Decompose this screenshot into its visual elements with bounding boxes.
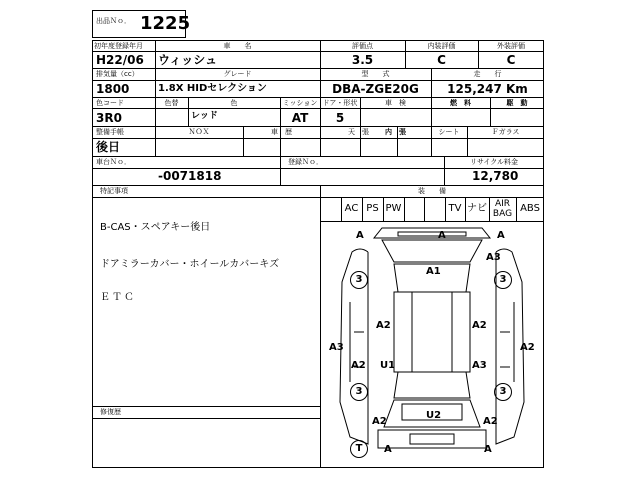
equip-abs: ABS — [520, 203, 540, 214]
tyre-mark-t: T — [350, 440, 368, 458]
doors-value: 5 — [335, 111, 345, 125]
mark-left-door: A2 — [376, 320, 391, 331]
displacement-value: 1800 — [96, 82, 130, 96]
remarks-label: 特記事項 — [100, 187, 128, 195]
doors-label: ドア・形状 — [322, 99, 358, 107]
equip-pw: PW — [385, 203, 402, 214]
grade-label: グレード — [223, 70, 252, 78]
score-label: 評価点 — [352, 42, 373, 50]
mark-right-side: A2 — [520, 342, 535, 353]
mileage-label: 走 行 — [473, 70, 502, 78]
car-name-value: ウィッシュ — [158, 53, 218, 67]
mark-bottom-left: A2 — [372, 416, 387, 427]
paint-label: 色替 — [164, 99, 179, 107]
mark-bottom-right: A2 — [483, 416, 498, 427]
mileage-value: 125,247 Km — [447, 82, 528, 96]
equip-navi: ナビ — [467, 203, 487, 214]
color-code-value: 3R0 — [96, 111, 122, 125]
mark-left-rear: A2 — [351, 360, 366, 371]
seat-label: シート — [438, 128, 460, 136]
displacement-label: 排気量（cc） — [96, 70, 139, 78]
note-line-3: ＥＴＣ — [100, 292, 136, 303]
interior-label: 内装評価 — [427, 42, 456, 50]
history-label: 車 歴 — [271, 128, 292, 136]
car-name-label: 車 名 — [223, 42, 252, 50]
glass-label: Ｆガラス — [491, 128, 520, 136]
manual-value: 後日 — [96, 140, 121, 154]
manual-label: 整備手帳 — [96, 128, 124, 136]
drive-label: 駆 動 — [506, 99, 528, 107]
color-value: レッド — [191, 111, 218, 121]
score-value: 3.5 — [351, 53, 374, 67]
mark-top-right: A — [497, 230, 505, 241]
color-label: 色 — [230, 99, 238, 107]
interior-value: C — [437, 53, 446, 67]
equip-ps: PS — [366, 203, 379, 214]
sunroof-label: 天 張 — [348, 128, 369, 136]
mark-top-mid: A — [438, 230, 446, 241]
grade-value: 1.8X HIDセレクション — [158, 83, 267, 94]
exterior-value: C — [506, 53, 516, 67]
inspection-label: 車 検 — [385, 99, 406, 107]
model-value: DBA-ZGE20G — [332, 82, 419, 96]
regno-label: 登録Ｎｏ． — [288, 158, 323, 166]
chassis-value: -0071818 — [158, 169, 222, 183]
transmission-value: AT — [291, 111, 309, 125]
equip-ac: AC — [344, 203, 359, 214]
lot-number-value: 1225 — [140, 13, 191, 34]
wheel-front-left: 3 — [350, 271, 368, 289]
repair-label: 修復歴 — [100, 408, 121, 416]
mark-bottom-a2: A — [484, 444, 492, 455]
equipment-label: 装 備 — [418, 187, 446, 195]
wheel-rear-left: 3 — [350, 383, 368, 401]
mark-roof: A1 — [426, 266, 441, 277]
color-code-label: 色コード — [96, 99, 124, 107]
mark-u1: U1 — [380, 360, 396, 371]
equip-tv: TV — [448, 203, 462, 214]
reg-year-label: 初年度登録年月 — [94, 42, 143, 50]
recycle-value: 12,780 — [472, 169, 519, 183]
model-label: 型 式 — [361, 70, 390, 78]
mark-bottom-a1: A — [384, 444, 392, 455]
note-line-1: B-CAS・スペアキー後日 — [100, 222, 211, 233]
transmission-label: ミッション — [282, 99, 318, 107]
equip-airbag: AIR BAG — [492, 199, 513, 219]
wheel-front-right: 3 — [494, 271, 512, 289]
mark-left-side: A3 — [329, 342, 344, 353]
reg-year-value: H22/06 — [96, 53, 144, 67]
mark-right-rear: A3 — [472, 360, 487, 371]
mark-top-right2: A3 — [486, 252, 501, 263]
chassis-label: 車台Ｎｏ． — [96, 158, 131, 166]
recycle-label: リサイクル料金 — [469, 158, 519, 166]
mark-right-door: A2 — [472, 320, 487, 331]
exterior-label: 外装評価 — [497, 42, 525, 50]
interior2-label: 内 張 — [385, 128, 406, 136]
lot-number-label: 出品Ｎｏ． — [96, 17, 131, 25]
mark-top-left: A — [356, 230, 364, 241]
fuel-label: 燃 料 — [450, 99, 471, 107]
car-damage-diagram — [320, 222, 544, 468]
mark-u2: U2 — [426, 410, 442, 421]
note-line-2: ドアミラーカバー・ホイールカバーキズ — [100, 259, 280, 270]
wheel-rear-right: 3 — [494, 383, 512, 401]
nox-label: ＮＯＸ — [188, 128, 210, 136]
